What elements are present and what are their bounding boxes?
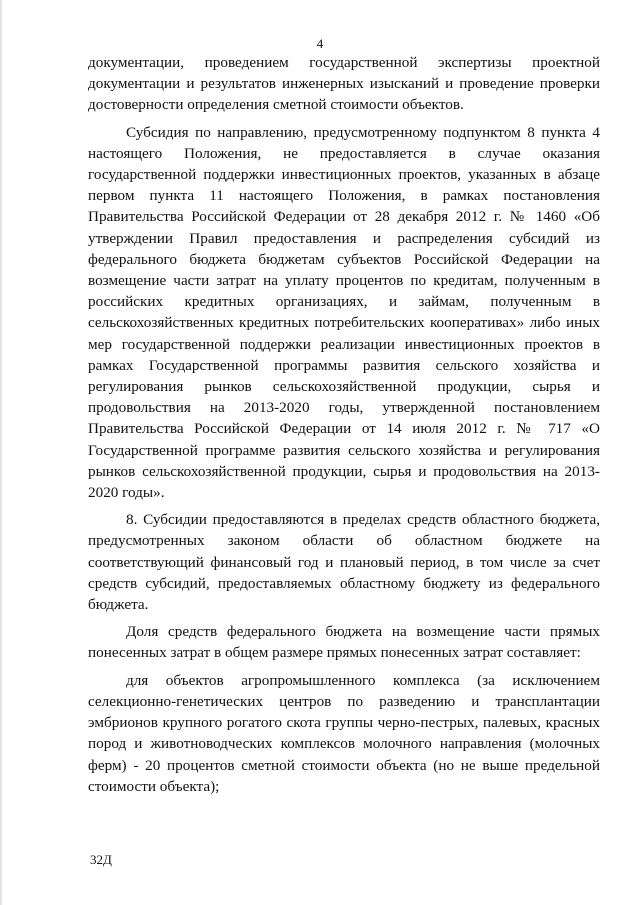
paragraph-federal-share: Доля средств федерального бюджета на возмещение части прямых понесенных затрат в общем размере прямых понесенных затрат составляет:: [88, 623, 600, 662]
scan-left-edge: [0, 0, 3, 905]
paragraph-subsidy-exclusion: Субсидия по направлению, предусмотренному подпунктом 8 пункта 4 настоящего Положения, не предоставляется в случае оказания государственной поддержки инвестиционных проектов, указанных в абзаце первом пункта 11 настоящего Положения, в рамках постановления Правительства Российской Федерации от 28 декабря 2012 г. № 1460 «Об утверждении Правил предоставления и распределения субсидий из федерального бюджета бюджетам субъектов Российской Федерации на возмещение части затрат на уплату процентов по кредитам, полученным в российских кредитных организациях, и займам, полученным в сельскохозяйственных кредитных потребительских кооперативах» либо иных мер государственной поддержки реализации инвестиционных проектов в рамках Государственной программы развития сельского хозяйства и регулирования рынков сельскохозяйственной продукции, сырья и продовольствия на 2013-2020 годы, утвержденной постановлением Правительства Российской Федерации от 14 июля 2012 г. № 717 «О Государственной программе развития сельского хозяйства и регулирования рынков сельскохозяйственной продукции, сырья и продовольствия на 2013-2020 годы».: [88, 123, 600, 502]
document-body: [88, 52, 600, 797]
paragraph-item-8: 8. Субсидии предоставляются в пределах средств областного бюджета, предусмотренных законом области об областном бюджете на соответствующий финансовый год и плановый период, в том числе за счет средств субсидий, предоставляемых областному бюджету из федерального бюджета.: [88, 511, 600, 614]
page-number: 4: [316, 36, 324, 51]
paragraph-agro-objects: для объектов агропромышленного комплекса (за исключением селекционно-генетических центров по разведению и трансплантации эмбрионов крупного рогатого скота группы черно-пестрых, палевых, красных пород и животноводческих комплексов молочного направления (молочных ферм) - 20 процентов сметной стоимости объекта (но не выше предельной стоимости объекта);: [88, 671, 600, 795]
paragraph-continuation: документации, проведением государственной экспертизы проектной документации и результатов инженерных изысканий и проведение проверки достоверности определения сметной стоимости объектов.: [88, 54, 600, 114]
footer-code: 32Д: [90, 852, 112, 867]
